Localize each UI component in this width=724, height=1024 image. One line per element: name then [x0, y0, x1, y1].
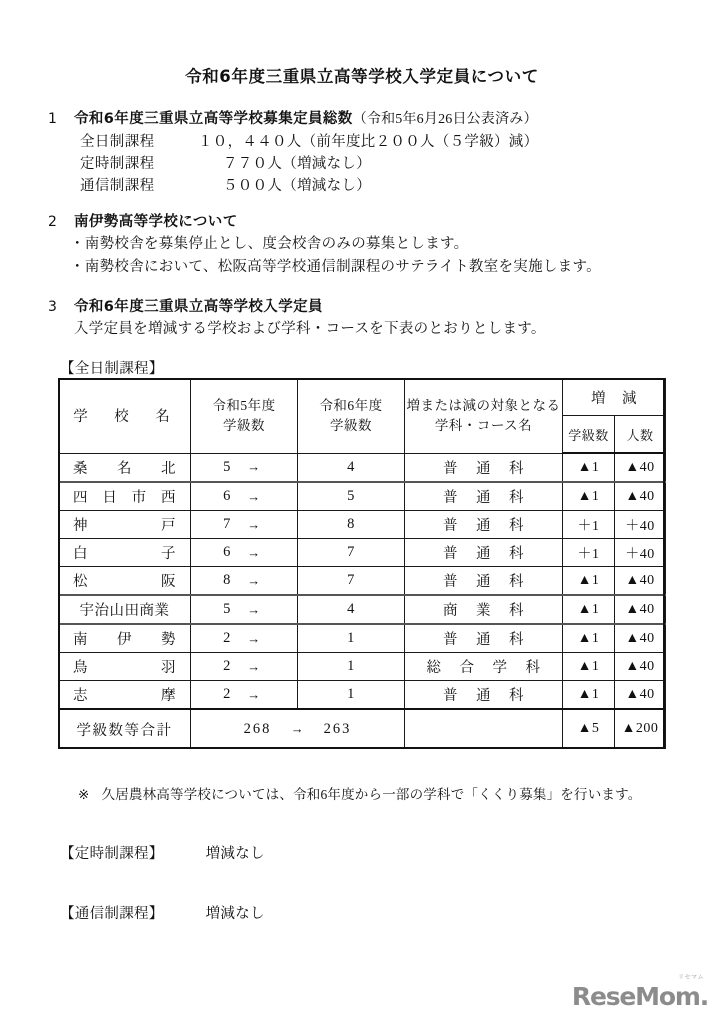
logo-part-mom: Mom [635, 982, 700, 1011]
block-part-time-label: 【定時制課程】 [60, 846, 164, 862]
col-header-increase: 増 [591, 390, 606, 407]
footnote-mark: ※ [78, 787, 90, 802]
cell-people-change: ▲40 [615, 482, 666, 511]
cell-year6-classes: 4 [298, 595, 405, 624]
cell-class-change: ▲1 [563, 482, 615, 511]
cell-year6-classes: 4 [298, 453, 405, 482]
cell-school-name: 白 子 [59, 539, 191, 567]
cell-people-change: ▲40 [615, 653, 666, 681]
cell-target-dept: 商 業 科 [405, 595, 563, 624]
capacity-table-wrapper [58, 378, 665, 749]
cell-class-change: ▲1 [563, 453, 615, 482]
block-correspondence [60, 902, 265, 923]
table-row [59, 624, 666, 653]
cell-target-dept: 普 通 科 [405, 511, 563, 539]
cell-year5-classes: 5 → [191, 595, 298, 624]
cell-people-change: ＋40 [615, 539, 666, 567]
logo-part-rese: Rese [571, 982, 636, 1011]
section-1-row-2 [48, 175, 538, 197]
cell-year5-classes: 2 → [191, 653, 298, 681]
section-1-row-0-value: １０，４４０人（前年度比２００人（５学級）減） [198, 134, 539, 150]
table-row [59, 567, 666, 596]
section-2-heading-bold: 南伊勢高等学校について [74, 214, 238, 230]
section-3 [48, 296, 546, 341]
cell-school-name: 四 日 市 西 [59, 482, 191, 511]
cell-school-name: 松 阪 [59, 567, 191, 596]
table-body [59, 453, 666, 749]
cell-year5-classes: 8 → [191, 567, 298, 596]
col-header-target-line1: 増または減の対象となる [406, 397, 561, 413]
col-header-school-label: 学 校 名 [73, 409, 176, 426]
col-header-year5-line1: 令和5年度 [212, 397, 276, 413]
cell-year6-classes: 7 [298, 539, 405, 567]
cell-target-dept: 普 通 科 [405, 567, 563, 596]
cell-total-classes: 268 → 263 [191, 709, 405, 749]
cell-people-change: ▲40 [615, 681, 666, 710]
section-1-number: 1 [48, 111, 57, 127]
cell-total-dept [405, 709, 563, 749]
cell-people-change: ＋40 [615, 511, 666, 539]
cell-year5-classes: 2 → [191, 681, 298, 710]
cell-total-class-change: ▲5 [563, 709, 615, 749]
cell-year6-classes: 1 [298, 653, 405, 681]
section-2-bullet-1: ・南勢校舎において、松阪高等学校通信制課程のサテライト教室を実施します。 [70, 259, 601, 275]
section-1-row-2-label: 通信制課程 [80, 178, 155, 194]
cell-class-change: ▲1 [563, 681, 615, 710]
col-header-year6 [298, 379, 405, 454]
cell-class-change: ▲1 [563, 624, 615, 653]
cell-class-change: ▲1 [563, 567, 615, 596]
col-header-target-line2: 学科・コース名 [434, 417, 533, 433]
table-footnote [78, 783, 641, 803]
block-correspondence-label: 【通信制課程】 [60, 906, 164, 922]
resemom-logo-wordmark [571, 974, 708, 1011]
col-header-school [59, 379, 191, 454]
cell-class-change: ＋1 [563, 539, 615, 567]
table-row [59, 653, 666, 681]
section-1-heading-bold: 令和6年度三重県立高等学校募集定員総数 [74, 111, 353, 127]
section-1-row-0-label: 全日制課程 [80, 134, 155, 150]
cell-people-change: ▲40 [615, 624, 666, 653]
section-3-number: 3 [48, 299, 57, 315]
cell-year6-classes: 7 [298, 567, 405, 596]
cell-school-name: 南 伊 勢 [59, 624, 191, 653]
page-title: 令和6年度三重県立高等学校入学定員について [185, 67, 539, 86]
col-header-year5-line2: 学級数 [223, 417, 265, 433]
cell-year5-classes: 6 → [191, 482, 298, 511]
cell-target-dept: 普 通 科 [405, 539, 563, 567]
cell-year6-classes: 1 [298, 681, 405, 710]
section-1 [48, 108, 538, 197]
cell-people-change: ▲40 [615, 567, 666, 596]
col-header-year5 [191, 379, 298, 454]
cell-year5-classes: 5 → [191, 453, 298, 482]
block-part-time-value: 増減なし [205, 846, 265, 862]
section-1-row-1-label: 定時制課程 [80, 156, 155, 172]
col-header-year6-line1: 令和6年度 [319, 397, 383, 413]
col-header-classes: 学級数 [563, 416, 615, 454]
cell-year6-classes: 5 [298, 482, 405, 511]
cell-year6-classes: 1 [298, 624, 405, 653]
cell-school-name: 宇治山田商業 [59, 595, 191, 624]
cell-year6-classes: 8 [298, 511, 405, 539]
section-1-row-0 [48, 131, 538, 153]
cell-class-change: ＋1 [563, 511, 615, 539]
table-row [59, 453, 666, 482]
table-header-row-1 [59, 379, 666, 416]
cell-total-people-change: ▲200 [615, 709, 666, 749]
cell-school-name: 神 戸 [59, 511, 191, 539]
cell-year5-classes: 6 → [191, 539, 298, 567]
section-1-heading [48, 108, 538, 131]
col-header-decrease: 減 [622, 390, 637, 407]
cell-target-dept: 普 通 科 [405, 453, 563, 482]
table-total-row [59, 709, 666, 749]
col-header-year6-line2: 学級数 [330, 417, 372, 433]
cell-target-dept: 普 通 科 [405, 624, 563, 653]
cell-target-dept: 総 合 学 科 [405, 653, 563, 681]
section-2-heading [48, 211, 601, 233]
section-1-row-1-value: ７７０人（増減なし） [223, 156, 371, 172]
col-header-people: 人数 [615, 416, 666, 454]
section-1-heading-note: （令和5年6月26日公表済み） [352, 112, 538, 127]
section-3-heading-bold: 令和6年度三重県立高等学校入学定員 [74, 299, 323, 315]
cell-year5-classes: 7 → [191, 511, 298, 539]
resemom-logo [571, 974, 708, 1011]
table-row [59, 539, 666, 567]
table-row [59, 681, 666, 710]
cell-school-name: 志 摩 [59, 681, 191, 710]
section-2-bullet-0: ・南勢校舎を募集停止とし、度会校舎のみの募集とします。 [70, 236, 469, 252]
cell-school-name: 桑 名 北 [59, 453, 191, 482]
section-1-row-1 [48, 153, 538, 175]
table-row [59, 482, 666, 511]
cell-class-change: ▲1 [563, 653, 615, 681]
section-2-number: 2 [48, 214, 57, 230]
cell-people-change: ▲40 [615, 595, 666, 624]
capacity-table [58, 378, 666, 749]
section-2 [48, 211, 601, 279]
cell-target-dept: 普 通 科 [405, 482, 563, 511]
cell-school-name: 鳥 羽 [59, 653, 191, 681]
logo-ruby-text: リセマム [678, 974, 704, 981]
table-head [59, 379, 666, 454]
cell-target-dept: 普 通 科 [405, 681, 563, 710]
col-header-increase-decrease [563, 379, 666, 416]
table-row [59, 595, 666, 624]
section-3-heading [48, 296, 546, 318]
block-correspondence-value: 増減なし [205, 906, 265, 922]
footnote-text: 久居農林高等学校については、令和6年度から一部の学科で「くくり募集」を行います。 [101, 787, 642, 802]
block-part-time [60, 842, 265, 863]
cell-total-label: 学級数等合計 [59, 709, 191, 749]
section-3-line-0: 入学定員を増減する学校および学科・コースを下表のとおりとします。 [74, 321, 546, 337]
cell-people-change: ▲40 [615, 453, 666, 482]
table-caption: 【全日制課程】 [60, 361, 164, 377]
section-1-row-2-value: ５００人（増減なし） [223, 178, 371, 194]
cell-class-change: ▲1 [563, 595, 615, 624]
cell-year5-classes: 2 → [191, 624, 298, 653]
logo-dot: . [699, 982, 708, 1011]
col-header-target-dept [405, 379, 563, 454]
table-row [59, 511, 666, 539]
